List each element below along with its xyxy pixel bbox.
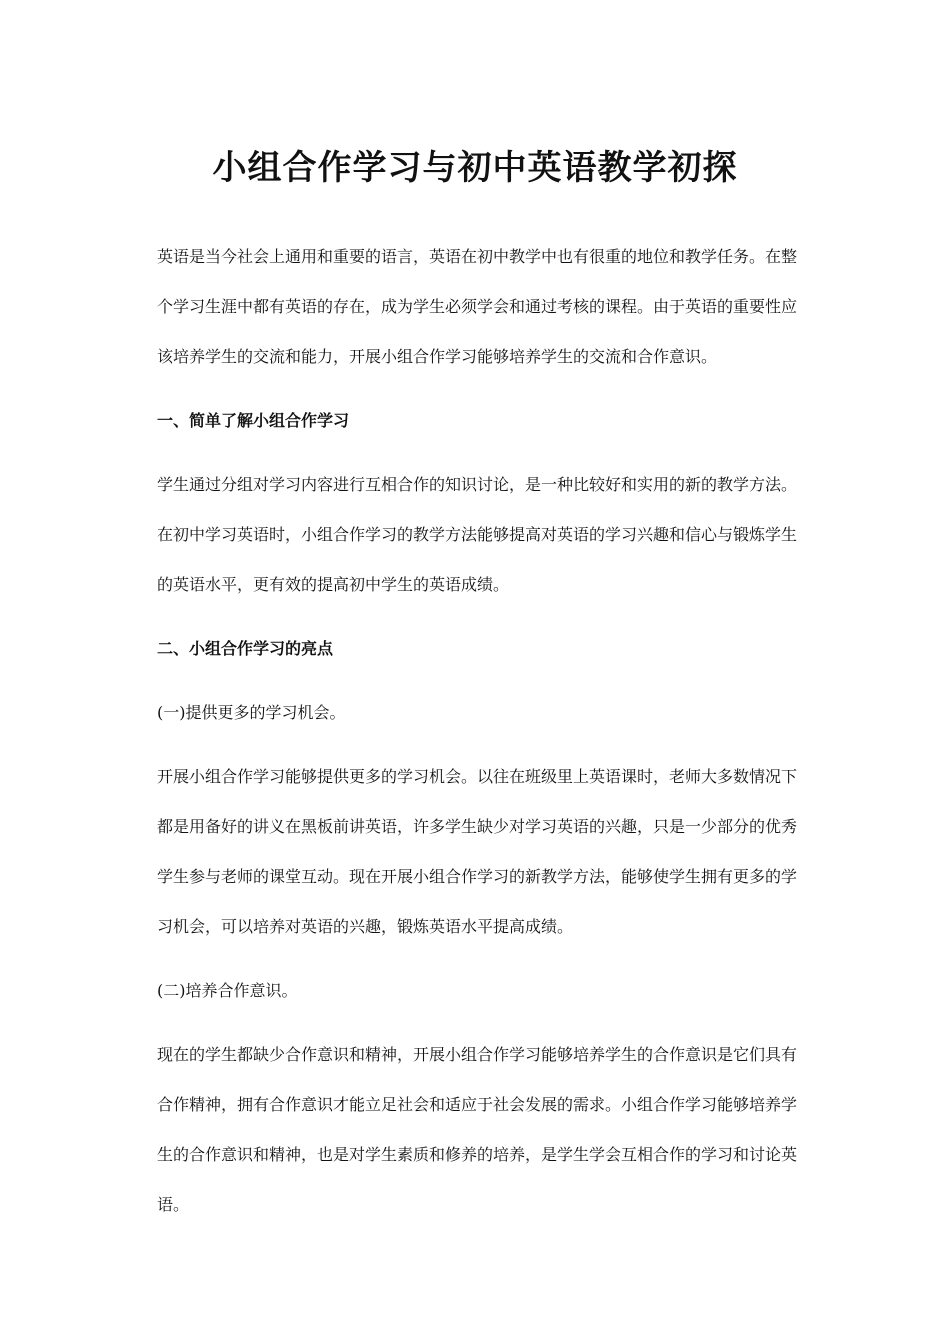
subsection-1-paragraph: 开展小组合作学习能够提供更多的学习机会。以往在班级里上英语课时，老师大多数情况下都是用备好的讲义在黑板前讲英语，许多学生缺少对学习英语的兴趣，只是一少部分的优秀学生参与老师的课堂互动。现在开展小组合作学习的新教学方法，能够使学生拥有更多的学习机会，可以培养对英语的兴趣，锻炼英语水平提高成绩。 (157, 767, 798, 936)
document-title: 小组合作学习与初中英语教学初探 (212, 148, 738, 188)
subsection-heading-2: (二)培养合作意识。 (157, 981, 298, 1000)
section-1-paragraph: 学生通过分组对学习内容进行互相合作的知识讨论，是一种比较好和实用的新的教学方法。在初中学习英语时，小组合作学习的教学方法能够提高对英语的学习兴趣和信心与锻炼学生的英语水平，更有效的提高初中学生的英语成绩。 (157, 475, 798, 594)
document-body (157, 232, 797, 1230)
intro-paragraph: 英语是当今社会上通用和重要的语言，英语在初中教学中也有很重的地位和教学任务。在整个学习生涯中都有英语的存在，成为学生必须学会和通过考核的课程。由于英语的重要性应该培养学生的交流和能力，开展小组合作学习能够培养学生的交流和合作意识。 (157, 247, 798, 366)
subsection-2-paragraph: 现在的学生都缺少合作意识和精神，开展小组合作学习能够培养学生的合作意识是它们具有合作精神，拥有合作意识才能立足社会和适应于社会发展的需求。小组合作学习能够培养学生的合作意识和精神，也是对学生素质和修养的培养，是学生学会互相合作的学习和讨论英语。 (157, 1045, 798, 1214)
section-heading-1: 一、简单了解小组合作学习 (157, 411, 350, 430)
subsection-heading-1: (一)提供更多的学习机会。 (157, 703, 346, 722)
section-heading-2: 二、小组合作学习的亮点 (157, 639, 334, 658)
